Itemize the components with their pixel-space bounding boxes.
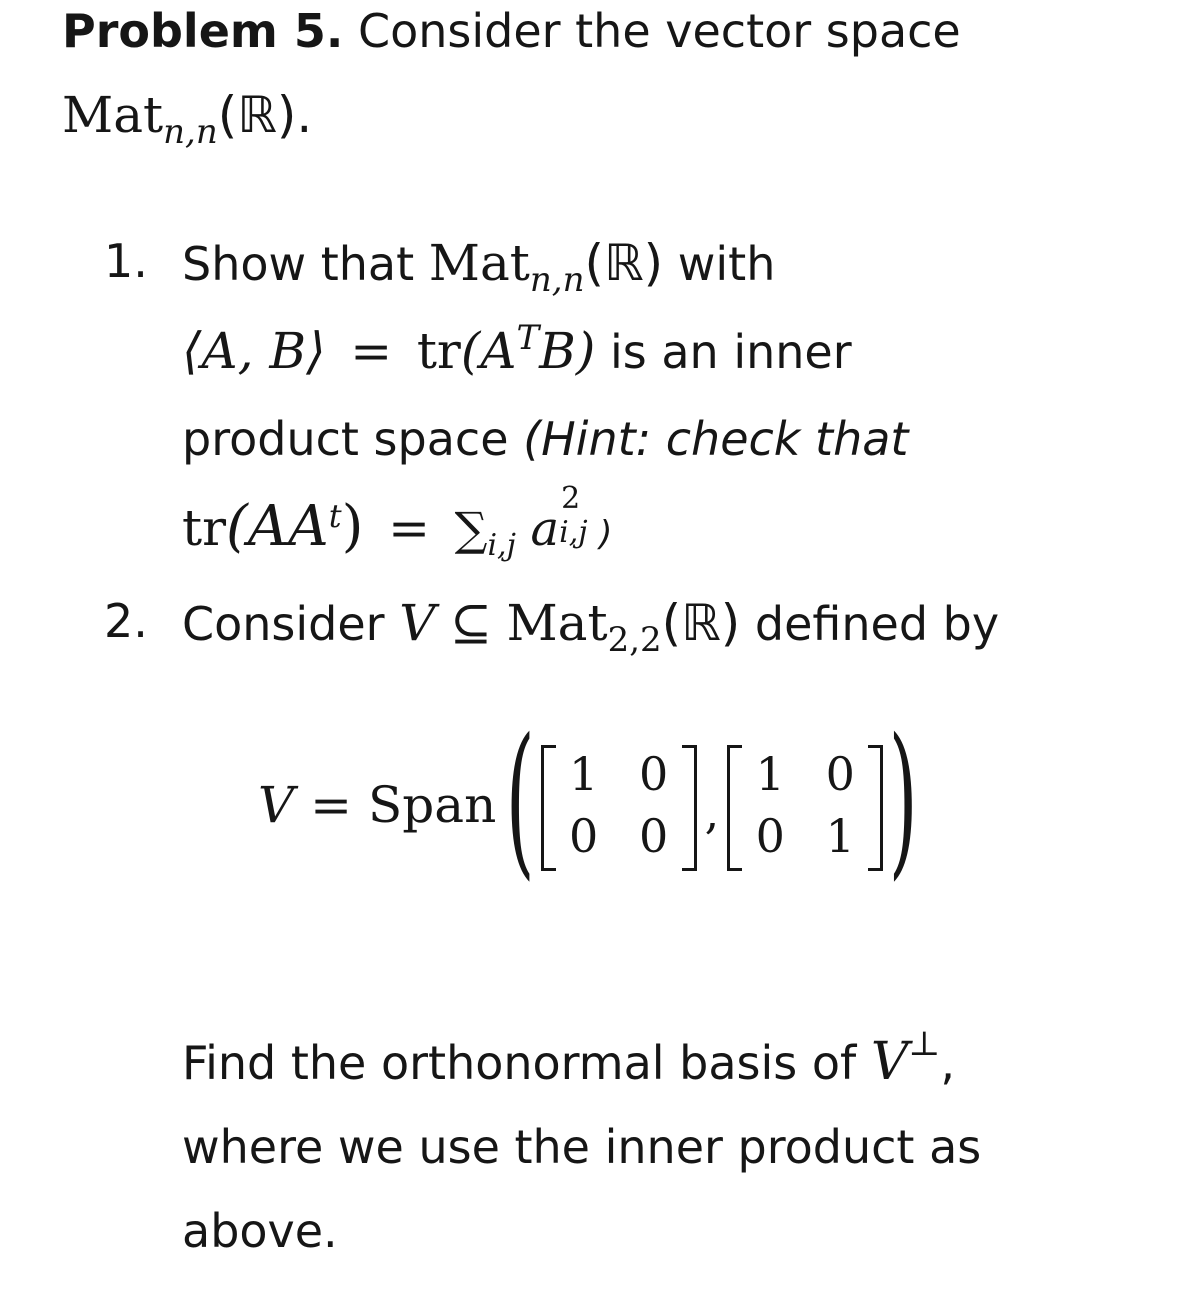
item2-defined-text: defined by <box>754 597 1000 651</box>
matrix1-cell: 1 <box>569 747 599 801</box>
item1-space-name: Mat <box>428 234 530 292</box>
item1-line3 <box>182 412 908 466</box>
perp-symbol: ⊥ <box>908 1024 941 1064</box>
item2-space-name: Mat <box>506 594 608 652</box>
problem-intro: Consider the vector space <box>357 4 961 58</box>
item1-with-text: with <box>677 237 776 291</box>
equals-sign: = <box>350 322 393 380</box>
right-paren: ) <box>889 702 918 895</box>
item-number-1: 1. <box>104 234 148 288</box>
span-operator: Span <box>368 776 497 834</box>
matrix2-cell: 1 <box>825 809 855 863</box>
item2-line1 <box>182 594 1000 660</box>
transpose-sup: T <box>516 318 540 359</box>
sigma-symbol: ∑ <box>454 502 488 556</box>
matrix2-cell: 0 <box>825 747 855 801</box>
find-comma: , <box>940 1036 956 1090</box>
inner-product-lhs: ⟨A, B⟩ <box>182 322 326 380</box>
hint-trace-open: (AA <box>226 494 329 559</box>
span-equation <box>258 702 936 895</box>
find-text: Find the orthonormal basis of <box>182 1036 857 1090</box>
find-v-symbol: V <box>870 1032 909 1092</box>
item1-line1 <box>182 234 776 300</box>
trace-expression <box>416 318 596 380</box>
matrix1-cell: 0 <box>639 809 669 863</box>
item1-show-text: Show that <box>182 237 415 291</box>
hint-equals: = <box>388 499 430 557</box>
item1-line2 <box>182 318 852 380</box>
matrix2-cell: 1 <box>755 747 785 801</box>
left-paren: ( <box>506 702 535 895</box>
hint-close-paren: ) <box>599 514 613 554</box>
hint-trace-close: ) <box>341 494 364 559</box>
a-subscript: i,j <box>559 515 588 550</box>
a-symbol: a <box>530 501 560 557</box>
span-v-symbol: V <box>258 776 295 834</box>
space-subscript: n,n <box>163 111 218 152</box>
span-equals: = <box>310 776 353 834</box>
space-name: Mat <box>62 86 164 144</box>
item1-is-text: is an inner <box>610 325 852 379</box>
find-line2: where we use the inner product as <box>182 1120 982 1174</box>
space-definition <box>62 86 313 152</box>
matrix2-cell: 0 <box>755 809 785 863</box>
hint-t-sup: t <box>328 497 342 536</box>
item-number-2: 2. <box>104 594 148 648</box>
trace-open: (A <box>460 322 517 380</box>
v-symbol: V <box>399 594 436 652</box>
matrix-comma: , <box>704 785 720 839</box>
hint-trace-op: tr <box>182 499 226 557</box>
problem-heading-line <box>62 4 961 58</box>
find-line1 <box>182 1024 956 1092</box>
matrix1-cell: 0 <box>569 809 599 863</box>
hint-formula <box>182 481 613 563</box>
a-superscript: 2 <box>561 481 581 516</box>
item1-product-text: product space <box>182 412 509 466</box>
a-scripts <box>559 481 599 550</box>
hint-text: (Hint: check that <box>523 412 909 466</box>
matrix1-cell: 0 <box>639 747 669 801</box>
sigma-subscript: i,j <box>487 527 516 563</box>
item2-space <box>506 594 741 660</box>
item1-space-sub: n,n <box>529 259 585 300</box>
matrix-1 <box>541 743 697 867</box>
trace-close: B) <box>539 322 596 380</box>
item2-space-arg: (ℝ) <box>661 594 741 652</box>
trace-op: tr <box>416 322 461 380</box>
subset-symbol: ⊆ <box>449 594 492 652</box>
item2-consider-text: Consider <box>182 597 385 651</box>
matrix-2 <box>727 743 883 867</box>
item1-space-arg: (ℝ) <box>584 234 664 292</box>
find-line3: above. <box>182 1204 338 1258</box>
item2-space-sub: 2,2 <box>607 619 662 660</box>
problem-label: Problem 5. <box>62 4 344 58</box>
item1-space <box>428 234 664 300</box>
space-argument: (ℝ). <box>217 86 313 144</box>
